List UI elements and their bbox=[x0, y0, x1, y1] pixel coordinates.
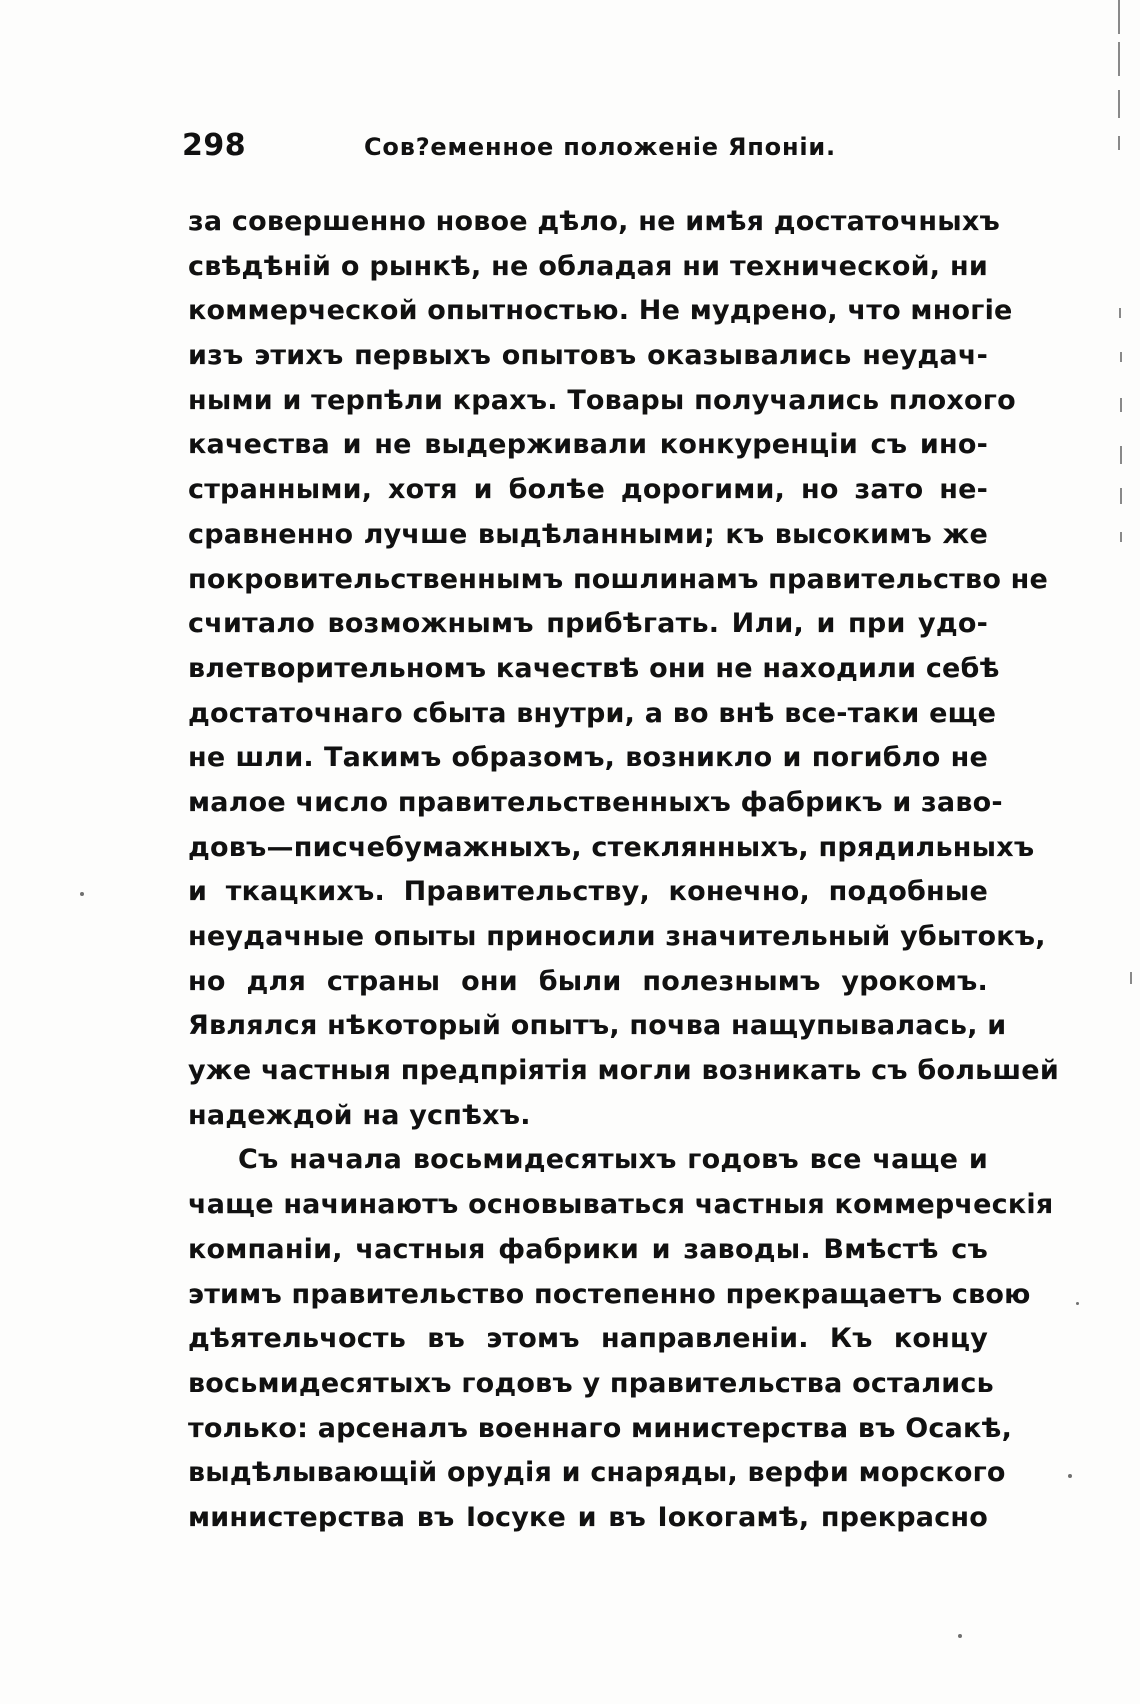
scan-edge-mark bbox=[1130, 972, 1132, 984]
text-line: за совершенно новое дѣло, не имѣя достаточныхъ bbox=[188, 206, 1000, 237]
text-line: компанiи, частныя фабрики и заводы. Вмѣстѣ съ bbox=[188, 1233, 988, 1265]
running-title: Сов?еменное положенiе Японiи. bbox=[364, 133, 836, 161]
text-line: чаще начинаютъ основываться частныя коммерческiя bbox=[188, 1189, 1054, 1221]
page-header bbox=[182, 126, 1004, 174]
text-line: министерства въ Iосуке и въ Iокогамѣ, прекрасно bbox=[188, 1501, 988, 1533]
scan-edge-mark bbox=[1120, 446, 1122, 464]
text-line: и ткацкихъ. Правительству, конечно, подобные bbox=[188, 876, 988, 908]
text-line: но для страны они были полезнымъ урокомъ. bbox=[188, 965, 988, 997]
text-line: коммерческой опытностью. Не мудрено, что многiе bbox=[188, 295, 1013, 327]
text-line: малое число правительственныхъ фабрикъ и заво- bbox=[188, 786, 1003, 818]
scan-edge-mark bbox=[1118, 90, 1120, 118]
scan-edge-mark bbox=[1118, 136, 1120, 150]
text-line: качества и не выдерживали конкуренцiи съ ино- bbox=[188, 429, 988, 461]
text-line: сравненно лучше выдѣланными; къ высокимъ же bbox=[188, 518, 988, 550]
scan-edge-mark bbox=[1118, 42, 1120, 76]
scan-speck bbox=[1068, 1474, 1072, 1478]
text-line: восьмидесятыхъ годовъ у правительства остались bbox=[188, 1367, 994, 1399]
scan-speck bbox=[1076, 1302, 1079, 1305]
text-line: считало возможнымъ прибѣгать. Или, и при удо- bbox=[188, 608, 988, 640]
text-line: покровительственнымъ пошлинамъ правительство не bbox=[188, 563, 1049, 595]
scan-speck bbox=[958, 1634, 962, 1638]
text-line: уже частныя предпрiятiя могли возникать съ большей bbox=[188, 1055, 1059, 1087]
text-line: влетворительномъ качествѣ они не находили себѣ bbox=[188, 652, 1000, 684]
scan-edge-mark bbox=[1119, 308, 1121, 318]
scan-edge-mark bbox=[1120, 532, 1122, 542]
paragraph-start-line: Съ начала восьмидесятыхъ годовъ все чаще и bbox=[238, 1144, 988, 1176]
scan-edge-mark bbox=[1120, 352, 1122, 362]
page-number: 298 bbox=[182, 128, 247, 163]
text-line: Являлся нѣкоторый опытъ, почва нащупывалась, и bbox=[188, 1010, 1007, 1042]
text-line: достаточнаго сбыта внутри, а во внѣ все-таки еще bbox=[188, 697, 997, 729]
text-line: этимъ правительство постепенно прекращаетъ свою bbox=[188, 1278, 1031, 1310]
text-line: довъ—писчебумажныхъ, стеклянныхъ, прядильныхъ bbox=[188, 831, 1035, 863]
text-line: изъ этихъ первыхъ опытовъ оказывались неудач- bbox=[188, 340, 988, 372]
scan-edge-mark bbox=[1120, 398, 1122, 412]
text-line: не шли. Такимъ образомъ, возникло и погибло не bbox=[188, 742, 988, 774]
text-line: неудачные опыты приносили значительный убытокъ, bbox=[188, 921, 1046, 952]
body-text bbox=[188, 200, 1059, 1541]
text-line: странными, хотя и болѣе дорогими, но зато не- bbox=[188, 474, 988, 506]
scan-edge-mark bbox=[1120, 488, 1122, 504]
text-line: свѣдѣнiй о рынкѣ, не обладая ни технической, ни bbox=[188, 250, 988, 282]
text-line: дѣятельчость въ этомъ направленiи. Къ концу bbox=[188, 1323, 988, 1355]
text-line: ными и терпѣли крахъ. Товары получались плохого bbox=[188, 384, 1016, 416]
scan-speck bbox=[80, 892, 84, 896]
paragraph-end-line: надеждой на успѣхъ. bbox=[188, 1099, 531, 1131]
text-line: только: арсеналъ военнаго министерства въ Осакѣ, bbox=[188, 1412, 1013, 1444]
text-line: выдѣлывающiй орудiя и снаряды, верфи морского bbox=[188, 1457, 1006, 1489]
scan-edge-mark bbox=[1118, 0, 1120, 34]
